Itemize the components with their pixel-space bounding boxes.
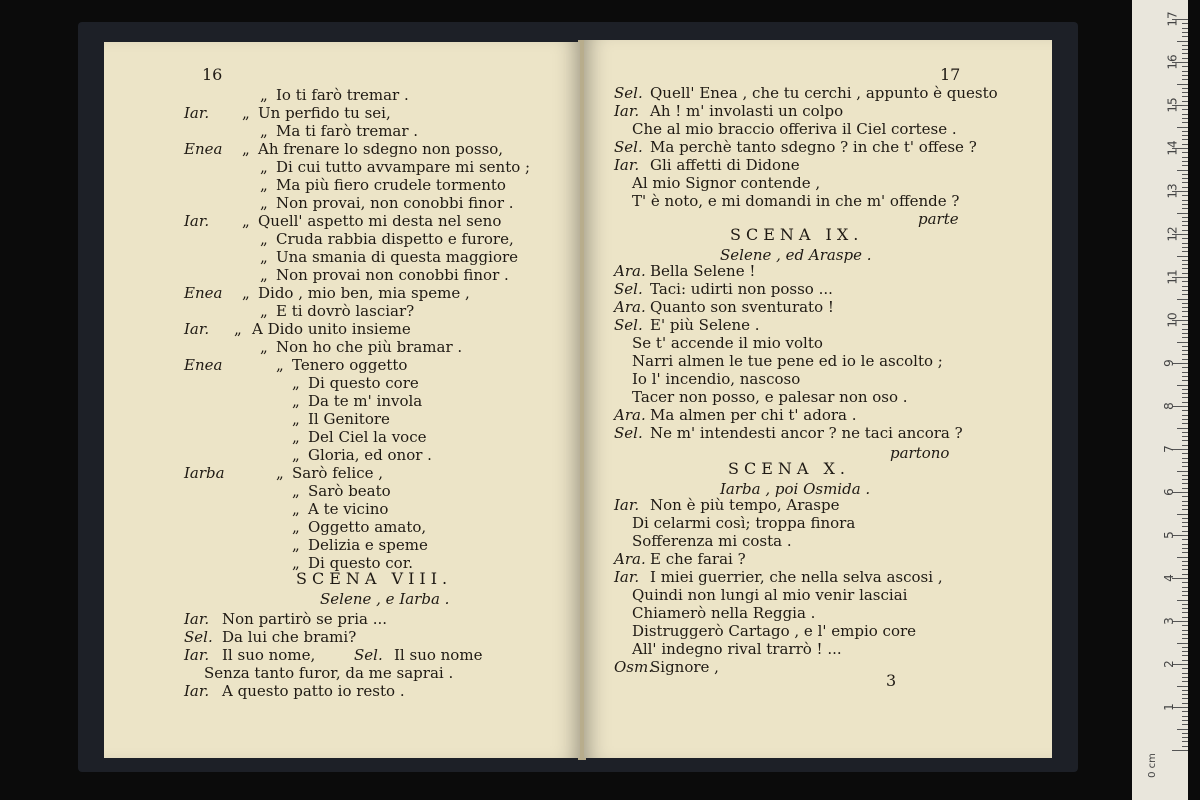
- verse-line: Di questo core: [308, 374, 419, 392]
- quote-mark: „: [260, 86, 268, 104]
- ruler-number: 15: [1165, 97, 1180, 113]
- page-number: 17: [940, 65, 961, 84]
- quote-mark: „: [292, 518, 300, 536]
- ruler-tick: [1182, 182, 1188, 183]
- ruler-number: 16: [1165, 54, 1180, 70]
- quote-mark: „: [292, 500, 300, 518]
- ruler-tick: [1182, 673, 1188, 674]
- quote-mark: „: [242, 140, 250, 158]
- scene-heading: SCENA VIII.: [296, 569, 453, 588]
- scene-heading: SCENA X.: [728, 459, 850, 478]
- ruler-tick: [1182, 32, 1188, 33]
- dialogue-line: Taci: udirti non posso ...: [650, 280, 833, 298]
- ruler-tick: [1182, 75, 1188, 76]
- speaker: Osm.: [614, 658, 653, 676]
- ruler-tick: [1182, 204, 1188, 205]
- ruler-tick: [1182, 217, 1188, 218]
- ruler-tick: [1182, 303, 1188, 304]
- ruler-tick: [1182, 92, 1188, 93]
- ruler-tick: [1182, 711, 1188, 712]
- ruler-tick: [1182, 114, 1188, 115]
- ruler-tick: [1182, 221, 1188, 222]
- speaker: Ara.: [614, 550, 646, 568]
- quote-mark: „: [292, 536, 300, 554]
- ruler-tick: [1182, 346, 1188, 347]
- ruler-tick: [1182, 522, 1188, 523]
- ruler-tick: [1182, 88, 1188, 89]
- stage-direction: parte: [918, 210, 959, 228]
- ruler-tick: [1182, 681, 1188, 682]
- quote-mark: „: [260, 248, 268, 266]
- dialogue-line: Ma perchè tanto sdegno ? in che t' offese ?: [650, 138, 977, 156]
- ruler-tick: [1182, 122, 1188, 123]
- speaker: Sel.: [614, 138, 643, 156]
- ruler-tick: [1182, 466, 1188, 467]
- ruler-tick: [1182, 724, 1188, 725]
- ruler-tick: [1182, 389, 1188, 390]
- dialogue-line: Bella Selene !: [650, 262, 756, 280]
- ruler-tick: [1177, 41, 1188, 42]
- ruler-tick: [1177, 170, 1188, 171]
- ruler-tick: [1182, 647, 1188, 648]
- ruler-tick: [1182, 526, 1188, 527]
- ruler-tick: [1182, 531, 1188, 532]
- speaker: Iar.: [184, 212, 210, 230]
- dialogue-line: E' più Selene .: [650, 316, 760, 334]
- ruler-tick: [1182, 247, 1188, 248]
- verse-line: Ma più fiero crudele tormento: [276, 176, 506, 194]
- ruler-number: 11: [1165, 269, 1180, 285]
- ruler-tick: [1182, 324, 1188, 325]
- ruler-tick: [1182, 574, 1188, 575]
- verse-line: Gloria, ed onor .: [308, 446, 432, 464]
- quote-mark: „: [242, 104, 250, 122]
- quote-mark: „: [292, 446, 300, 464]
- verse-line: Di questo cor.: [308, 554, 413, 572]
- ruler-tick: [1182, 165, 1188, 166]
- ruler-tick: [1182, 144, 1188, 145]
- ruler-tick: [1182, 157, 1188, 158]
- ruler-tick: [1177, 342, 1188, 343]
- ruler-tick: [1182, 273, 1188, 274]
- dialogue-line: Signore ,: [650, 658, 719, 676]
- ruler-tick: [1182, 174, 1188, 175]
- ruler-tick: [1182, 333, 1188, 334]
- ruler-tick: [1182, 230, 1188, 231]
- ruler-tick: [1182, 720, 1188, 721]
- verse-line: Cruda rabbia dispetto e furore,: [276, 230, 514, 248]
- quote-mark: „: [242, 284, 250, 302]
- ruler-tick: [1182, 208, 1188, 209]
- quote-mark: „: [242, 212, 250, 230]
- ruler-tick: [1182, 655, 1188, 656]
- dialogue-line: I miei guerrier, che nella selva ascosi ,: [650, 568, 943, 586]
- ruler-tick: [1177, 514, 1188, 515]
- scene-subtitle: Selene , e Iarba .: [320, 590, 450, 608]
- ruler-tick: [1182, 733, 1188, 734]
- dialogue-line: Il suo nome,: [222, 646, 316, 664]
- ruler-tick: [1182, 690, 1188, 691]
- ruler-tick: [1182, 380, 1188, 381]
- ruler-tick: [1182, 582, 1188, 583]
- dialogue-line: All' indegno rival trarrò ! ...: [632, 640, 842, 658]
- ruler-tick: [1182, 419, 1188, 420]
- ruler-tick: [1177, 385, 1188, 386]
- ruler-tick: [1182, 445, 1188, 446]
- speaker: Sel.: [614, 280, 643, 298]
- dialogue-line: Gli affetti di Didone: [650, 156, 800, 174]
- ruler-tick: [1177, 256, 1188, 257]
- dialogue-line: Non è più tempo, Araspe: [650, 496, 840, 514]
- speaker: Iarba: [184, 464, 225, 482]
- ruler-tick: [1182, 372, 1188, 373]
- dialogue-line: Sofferenza mi costa .: [632, 532, 792, 550]
- ruler-tick: [1182, 410, 1188, 411]
- ruler-tick: [1182, 178, 1188, 179]
- ruler-tick: [1182, 496, 1188, 497]
- ruler-number: 5: [1161, 531, 1176, 539]
- ruler-tick: [1182, 548, 1188, 549]
- ruler-tick: [1182, 23, 1188, 24]
- quote-mark: „: [260, 194, 268, 212]
- ruler-tick: [1182, 307, 1188, 308]
- ruler-tick: [1182, 475, 1188, 476]
- quote-mark: „: [292, 392, 300, 410]
- verse-line: A Dido unito insieme: [252, 320, 411, 338]
- ruler-tick: [1182, 561, 1188, 562]
- quote-mark: „: [260, 176, 268, 194]
- ruler-tick: [1182, 462, 1188, 463]
- speaker: Sel.: [614, 424, 643, 442]
- ruler-tick: [1182, 668, 1188, 669]
- ruler-tick: [1182, 630, 1188, 631]
- ruler-tick: [1182, 135, 1188, 136]
- quote-mark: „: [292, 554, 300, 572]
- quote-mark: „: [260, 230, 268, 248]
- ruler-tick: [1182, 101, 1188, 102]
- verse-line: Un perfido tu sei,: [258, 104, 391, 122]
- speaker: Iar.: [184, 646, 210, 664]
- ruler-tick: [1182, 591, 1188, 592]
- ruler-number: 4: [1161, 574, 1176, 582]
- dialogue-line: Quell' Enea , che tu cerchi , appunto è questo: [650, 84, 998, 102]
- ruler-tick: [1182, 337, 1188, 338]
- verse-line: Io ti farò tremar .: [276, 86, 409, 104]
- ruler-tick: [1177, 643, 1188, 644]
- verse-line: Di cui tutto avvampare mi sento ;: [276, 158, 531, 176]
- ruler-tick: [1182, 58, 1188, 59]
- ruler-tick: [1182, 139, 1188, 140]
- dialogue-line: Io l' incendio, nascoso: [632, 370, 801, 388]
- ruler-tick: [1182, 608, 1188, 609]
- ruler-tick: [1182, 604, 1188, 605]
- ruler-tick: [1182, 518, 1188, 519]
- quote-mark: „: [292, 482, 300, 500]
- ruler-tick: [1177, 299, 1188, 300]
- verse-line: Sarò felice ,: [292, 464, 384, 482]
- verse-line: Dido , mio ben, mia speme ,: [258, 284, 470, 302]
- ruler-tick: [1177, 557, 1188, 558]
- ruler-tick: [1177, 127, 1188, 128]
- dialogue-line: E che farai ?: [650, 550, 746, 568]
- ruler-tick: [1182, 716, 1188, 717]
- ruler-tick: [1172, 750, 1188, 751]
- ruler-tick: [1182, 436, 1188, 437]
- ruler-tick: [1182, 316, 1188, 317]
- verse-line: Da te m' invola: [308, 392, 423, 410]
- quote-mark: „: [260, 302, 268, 320]
- ruler-number: 14: [1165, 140, 1180, 156]
- ruler-tick: [1182, 397, 1188, 398]
- dialogue-line: Distruggerò Cartago , e l' empio core: [632, 622, 917, 640]
- speaker: Sel.: [614, 84, 643, 102]
- ruler-number: 17: [1165, 11, 1180, 27]
- ruler-tick: [1182, 36, 1188, 37]
- left-page: [104, 42, 580, 758]
- ruler-tick: [1182, 66, 1188, 67]
- verse-line: Delizia e speme: [308, 536, 428, 554]
- speaker: Enea: [184, 284, 223, 302]
- ruler-tick: [1182, 501, 1188, 502]
- ruler-tick: [1182, 195, 1188, 196]
- speaker: Iar.: [614, 496, 640, 514]
- dialogue-line: Da lui che brami?: [222, 628, 357, 646]
- ruler-tick: [1182, 638, 1188, 639]
- ruler-tick: [1182, 402, 1188, 403]
- dialogue-line: Al mio Signor contende ,: [632, 174, 821, 192]
- verse-line: Il Genitore: [308, 410, 390, 428]
- ruler-tick: [1177, 471, 1188, 472]
- dialogue-line: Ne m' intendesti ancor ? ne taci ancora ?: [650, 424, 963, 442]
- ruler-tick: [1182, 741, 1188, 742]
- ruler-tick: [1182, 238, 1188, 239]
- ruler-number: 10: [1165, 312, 1180, 328]
- ruler-tick: [1182, 423, 1188, 424]
- dialogue-line: Di celarmi così; troppa finora: [632, 514, 856, 532]
- verse-line: Oggetto amato,: [308, 518, 427, 536]
- ruler-tick: [1182, 290, 1188, 291]
- ruler-number: 7: [1161, 445, 1176, 453]
- dialogue-line: Il suo nome: [394, 646, 483, 664]
- ruler-tick: [1177, 686, 1188, 687]
- ruler-number: 3: [1161, 617, 1176, 625]
- ruler-number: 9: [1161, 359, 1176, 367]
- ruler-tick: [1182, 45, 1188, 46]
- ruler-tick: [1177, 600, 1188, 601]
- speaker: Iar.: [184, 610, 210, 628]
- ruler-tick: [1182, 698, 1188, 699]
- ruler-tick: [1182, 660, 1188, 661]
- verse-line: E ti dovrò lasciar?: [276, 302, 415, 320]
- ruler-tick: [1182, 544, 1188, 545]
- ruler-tick: [1182, 243, 1188, 244]
- ruler-tick: [1182, 393, 1188, 394]
- ruler-tick: [1182, 505, 1188, 506]
- ruler-tick: [1182, 488, 1188, 489]
- ruler-tick: [1182, 225, 1188, 226]
- ruler-tick: [1182, 109, 1188, 110]
- ruler-tick: [1182, 350, 1188, 351]
- verse-line: Non provai non conobbi finor .: [276, 266, 509, 284]
- measurement-ruler: [1132, 0, 1188, 800]
- ruler-tick: [1182, 376, 1188, 377]
- ruler-tick: [1182, 483, 1188, 484]
- verse-line: Ah frenare lo sdegno non posso,: [258, 140, 504, 158]
- dialogue-line: Quanto son sventurato !: [650, 298, 834, 316]
- ruler-number: 8: [1161, 402, 1176, 410]
- speaker: Iar.: [614, 102, 640, 120]
- ruler-tick: [1182, 311, 1188, 312]
- ruler-tick: [1182, 264, 1188, 265]
- ruler-tick: [1182, 268, 1188, 269]
- ruler-tick: [1182, 677, 1188, 678]
- ruler-tick: [1182, 294, 1188, 295]
- speaker: Iar.: [184, 104, 210, 122]
- ruler-tick: [1182, 587, 1188, 588]
- ruler-tick: [1182, 281, 1188, 282]
- ruler-unit-label: 0 cm: [1146, 753, 1158, 778]
- speaker: Ara.: [614, 298, 646, 316]
- ruler-tick: [1182, 509, 1188, 510]
- speaker: Ara.: [614, 406, 646, 424]
- ruler-tick: [1182, 703, 1188, 704]
- scene-subtitle: Selene , ed Araspe .: [720, 246, 872, 264]
- ruler-tick: [1182, 539, 1188, 540]
- ruler-tick: [1182, 440, 1188, 441]
- ruler-tick: [1182, 354, 1188, 355]
- ruler-tick: [1182, 187, 1188, 188]
- dialogue-line: Ah ! m' involasti un colpo: [650, 102, 844, 120]
- dialogue-line: Tacer non posso, e palesar non oso .: [632, 388, 908, 406]
- quote-mark: „: [276, 464, 284, 482]
- speaker: Enea: [184, 356, 223, 374]
- ruler-number: 13: [1165, 183, 1180, 199]
- ruler-tick: [1182, 49, 1188, 50]
- ruler-tick: [1182, 612, 1188, 613]
- ruler-tick: [1182, 453, 1188, 454]
- ruler-tick: [1182, 746, 1188, 747]
- ruler-number: 12: [1165, 226, 1180, 242]
- ruler-number: 1: [1161, 703, 1176, 711]
- ruler-tick: [1182, 569, 1188, 570]
- ruler-number: 6: [1161, 488, 1176, 496]
- speaker: Sel.: [184, 628, 213, 646]
- speaker: Enea: [184, 140, 223, 158]
- verse-line: Non ho che più bramar .: [276, 338, 463, 356]
- verse-line: Non provai, non conobbi finor .: [276, 194, 514, 212]
- ruler-tick: [1182, 634, 1188, 635]
- ruler-tick: [1177, 428, 1188, 429]
- dialogue-line: Senza tanto furor, da me saprai .: [204, 664, 454, 682]
- speaker: Iar.: [614, 156, 640, 174]
- ruler-tick: [1177, 729, 1188, 730]
- ruler-tick: [1182, 200, 1188, 201]
- speaker: Iar.: [184, 320, 210, 338]
- ruler-tick: [1182, 625, 1188, 626]
- signature-mark: 3: [886, 671, 897, 690]
- quote-mark: „: [260, 338, 268, 356]
- ruler-tick: [1182, 131, 1188, 132]
- ruler-tick: [1182, 694, 1188, 695]
- ruler-tick: [1182, 286, 1188, 287]
- stage-direction: partono: [890, 444, 950, 462]
- dialogue-line: A questo patto io resto .: [222, 682, 405, 700]
- dialogue-line: Ma almen per chi t' adora .: [650, 406, 857, 424]
- dialogue-line: T' è noto, e mi domandi in che m' offende ?: [632, 192, 960, 210]
- quote-mark: „: [260, 266, 268, 284]
- ruler-tick: [1182, 552, 1188, 553]
- quote-mark: „: [292, 374, 300, 392]
- verse-line: Una smania di questa maggiore: [276, 248, 519, 266]
- ruler-tick: [1182, 737, 1188, 738]
- ruler-tick: [1182, 651, 1188, 652]
- speaker: Ara.: [614, 262, 646, 280]
- ruler-tick: [1182, 359, 1188, 360]
- ruler-tick: [1182, 251, 1188, 252]
- dialogue-line: Che al mio braccio offeriva il Ciel cortese .: [632, 120, 957, 138]
- speaker: Iar.: [614, 568, 640, 586]
- ruler-tick: [1182, 152, 1188, 153]
- ruler-tick: [1182, 479, 1188, 480]
- ruler-tick: [1182, 260, 1188, 261]
- ruler-tick: [1182, 617, 1188, 618]
- quote-mark: „: [292, 410, 300, 428]
- quote-mark: „: [276, 356, 284, 374]
- scene-subtitle: Iarba , poi Osmida .: [720, 480, 871, 498]
- ruler-tick: [1182, 161, 1188, 162]
- ruler-tick: [1182, 118, 1188, 119]
- speaker: Iar.: [184, 682, 210, 700]
- right-page: [584, 40, 1052, 758]
- dialogue-line: Narri almen le tue pene ed io le ascolto ;: [632, 352, 943, 370]
- verse-line: Sarò beato: [308, 482, 391, 500]
- ruler-number: 2: [1161, 660, 1176, 668]
- ruler-tick: [1182, 96, 1188, 97]
- ruler-tick: [1182, 28, 1188, 29]
- quote-mark: „: [292, 428, 300, 446]
- dialogue-line: Se t' accende il mio volto: [632, 334, 823, 352]
- verse-line: Ma ti farò tremar .: [276, 122, 419, 140]
- ruler-tick: [1182, 565, 1188, 566]
- speaker: Sel.: [614, 316, 643, 334]
- ruler-tick: [1182, 415, 1188, 416]
- ruler-tick: [1182, 432, 1188, 433]
- ruler-tick: [1177, 213, 1188, 214]
- quote-mark: „: [260, 158, 268, 176]
- ruler-tick: [1182, 458, 1188, 459]
- verse-line: A te vicino: [308, 500, 389, 518]
- ruler-tick: [1182, 367, 1188, 368]
- ruler-tick: [1182, 53, 1188, 54]
- ruler-tick: [1177, 84, 1188, 85]
- scene-heading: SCENA IX.: [730, 225, 864, 244]
- page-number: 16: [202, 65, 223, 84]
- verse-line: Tenero oggetto: [292, 356, 408, 374]
- ruler-tick: [1182, 595, 1188, 596]
- quote-mark: „: [260, 122, 268, 140]
- dialogue-line: Non partirò se pria ...: [222, 610, 388, 628]
- verse-line: Quell' aspetto mi desta nel seno: [258, 212, 502, 230]
- ruler-tick: [1182, 79, 1188, 80]
- quote-mark: „: [234, 320, 242, 338]
- ruler-tick: [1182, 329, 1188, 330]
- verse-line: Del Ciel la voce: [308, 428, 427, 446]
- dialogue-line: Chiamerò nella Reggia .: [632, 604, 816, 622]
- speaker: Sel.: [354, 646, 383, 664]
- ruler-tick: [1182, 71, 1188, 72]
- dialogue-line: Quindi non lungi al mio venir lasciai: [632, 586, 908, 604]
